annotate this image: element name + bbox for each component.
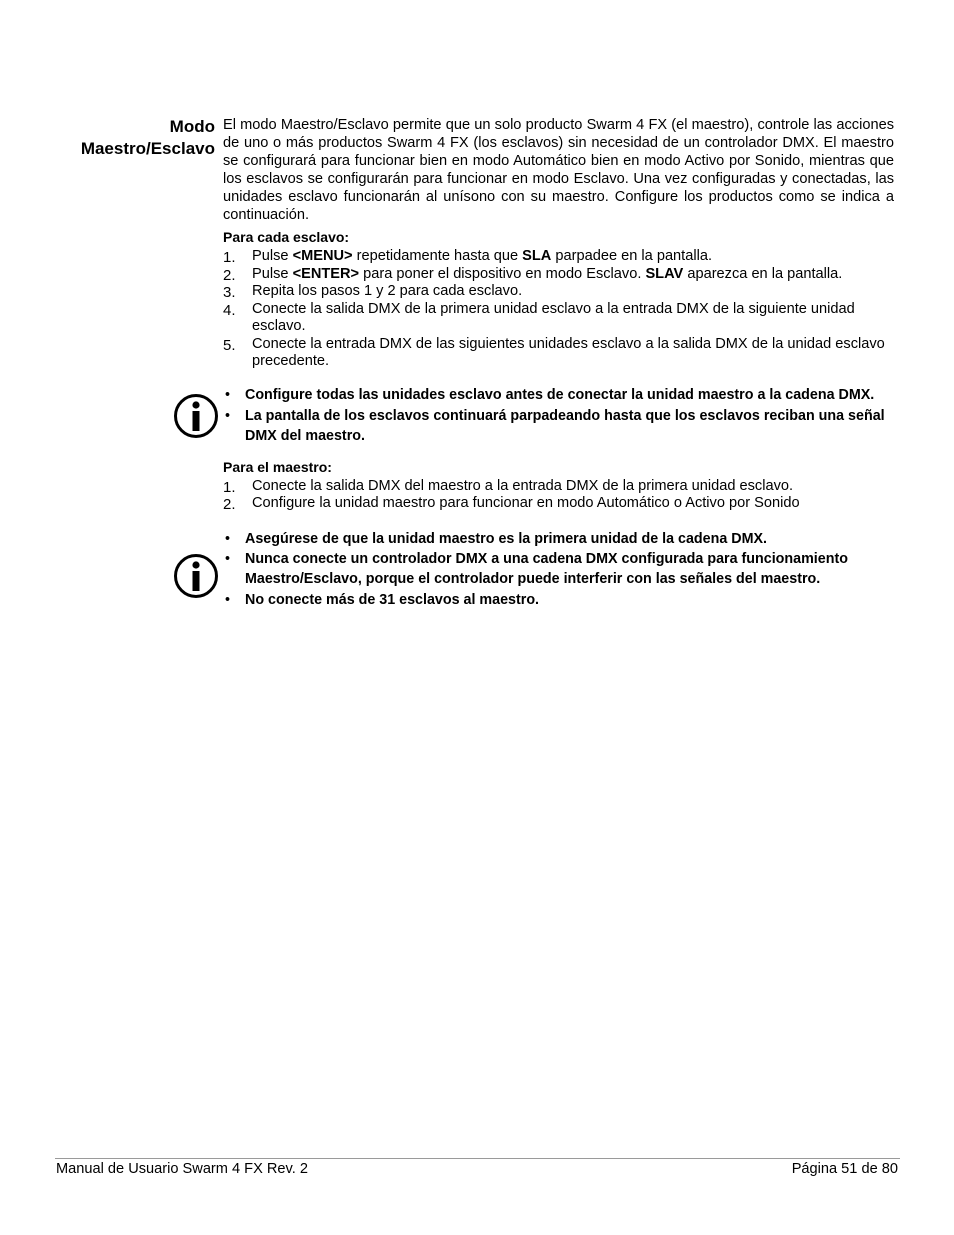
note-list — [223, 529, 894, 610]
note-list — [223, 385, 894, 446]
footer-page-number: Página 51 de 80 — [791, 1161, 898, 1177]
note-item: • No conecte más de 31 esclavos al maestro. — [225, 591, 540, 608]
note-item: • Configure todas las unidades esclavo antes de conectar la unidad maestro a la cadena DMX. — [225, 386, 875, 403]
section-heading-line1: Modo — [169, 117, 215, 136]
note-item: • Asegúrese de que la unidad maestro es la primera unidad de la cadena DMX. — [225, 530, 768, 547]
info-icon — [173, 393, 219, 439]
section-content — [223, 116, 894, 610]
footer-manual-title: Manual de Usuario Swarm 4 FX Rev. 2 — [56, 1161, 308, 1177]
slave-step: 4. Conecte la salida DMX de la primera unidad esclavo a la entrada DMX de la siguiente unidad esclavo. — [223, 300, 855, 334]
master-step: 1. Conecte la salida DMX del maestro a la entrada DMX de la primera unidad esclavo. — [223, 477, 794, 496]
slave-step: 3. Repita los pasos 1 y 2 para cada esclavo. — [223, 283, 523, 301]
note-item: • Nunca conecte un controlador DMX a una cadena DMX configurada para funcionamiento Maestro/Esclavo, porque el controlador puede interferir con las señales del maestro. — [225, 550, 848, 587]
info-icon — [173, 553, 219, 599]
slave-step: 5. Conecte la entrada DMX de las siguientes unidades esclavo a la salida DMX de la unidad esclavo precedente. — [223, 335, 885, 369]
footer-divider — [55, 1158, 900, 1159]
slave-subheading: Para cada esclavo: — [223, 229, 350, 245]
note-block-master — [223, 529, 894, 610]
master-steps-list — [223, 478, 894, 513]
note-block-slaves — [223, 385, 894, 446]
intro-paragraph: El modo Maestro/Esclavo permite que un solo producto Swarm 4 FX (el maestro), controle las acciones de uno o más productos Swarm 4 FX (los esclavos) sin necesidad de un controlador DMX. El maestro se configurará para funcionar bien en modo Automático bien en modo Activo por Sonido, mientras que los esclavos se configurarán para funcionar en modo Esclavo. Una vez configuradas y conectadas, las unidades esclavo funcionarán al unísono con su maestro. Configure los productos como se indica a continuación. — [223, 117, 894, 223]
master-step: 2. Configure la unidad maestro para funcionar en modo Automático o Activo por Sonido — [223, 495, 800, 513]
section-heading-line2: Maestro/Esclavo — [80, 139, 215, 158]
master-subheading: Para el maestro: — [223, 458, 332, 475]
slave-steps-list — [223, 248, 894, 371]
slave-step: 2. Pulse <ENTER> para poner el dispositivo en modo Esclavo. SLAV aparezca en la pantalla. — [223, 265, 843, 284]
section-heading — [40, 116, 215, 160]
note-item: • La pantalla de los esclavos continuará parpadeando hasta que los esclavos reciban una señal DMX del maestro. — [225, 407, 885, 444]
slave-step: 1. Pulse <MENU> repetidamente hasta que SLA parpadee en la pantalla. — [223, 248, 713, 266]
